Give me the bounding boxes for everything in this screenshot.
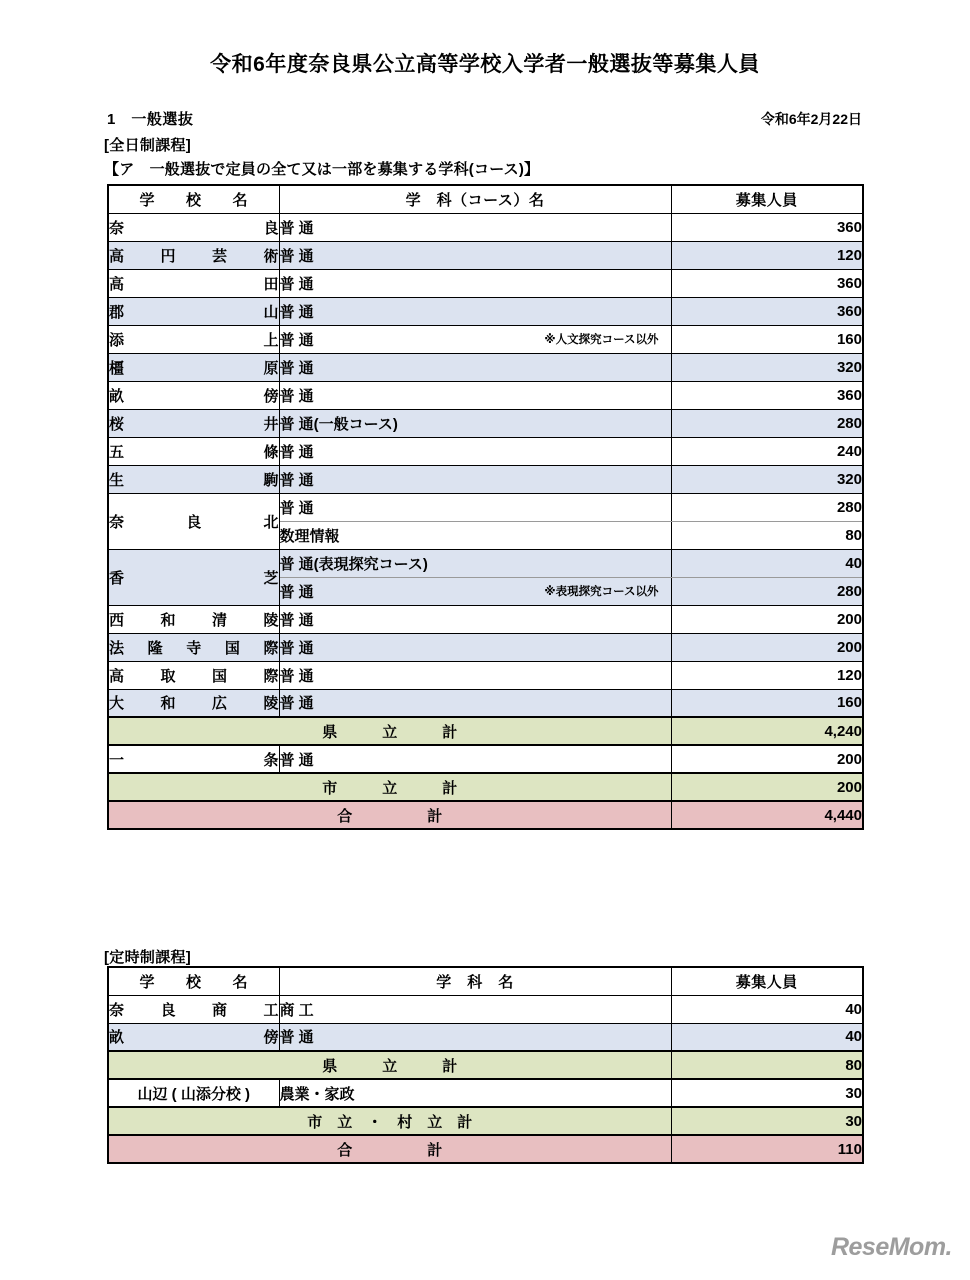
cell-school-name: 高 取 国 際 — [108, 661, 279, 689]
fulltime-course-label: [全日制課程] — [104, 137, 192, 154]
cell-school-name: 畝 傍 — [108, 381, 279, 409]
municipal-total-label: 市 立 ・ 村 立 計 — [108, 1107, 671, 1135]
table-row — [108, 437, 863, 465]
cell-department-name: 普 通 — [279, 661, 671, 689]
cell-department-name: 商 工 — [279, 995, 671, 1023]
prefectural-total-value: 80 — [671, 1051, 863, 1079]
cell-school-name: 郡 山 — [108, 297, 279, 325]
cell-school-name: 香 芝 — [108, 549, 279, 605]
cell-department-name: 普 通 — [279, 605, 671, 633]
cell-department-name: 普 通 — [279, 297, 671, 325]
table-row — [108, 995, 863, 1023]
cell-quota: 360 — [671, 269, 863, 297]
fulltime-table — [107, 184, 864, 830]
parttime-table-body — [108, 995, 863, 1163]
parttime-table — [107, 966, 864, 1164]
parttime-course-label: [定時制課程] — [104, 949, 192, 966]
grand-total-value: 4,440 — [671, 801, 863, 829]
municipal-total-value: 200 — [671, 773, 863, 801]
fulltime-table-head — [108, 185, 863, 213]
table-row — [108, 269, 863, 297]
table-header-row — [108, 185, 863, 213]
cell-quota: 200 — [671, 745, 863, 773]
table-row — [108, 745, 863, 773]
table-row — [108, 409, 863, 437]
grand-total-value: 110 — [671, 1135, 863, 1163]
cell-department-name: 普 通 — [279, 633, 671, 661]
municipal-total-value: 30 — [671, 1107, 863, 1135]
cell-department-name: 普 通 — [279, 465, 671, 493]
header-quota: 募集人員 — [671, 185, 863, 213]
cell-school-name: 奈 良 北 — [108, 493, 279, 549]
resemom-watermark: ReseMom. — [830, 1233, 952, 1261]
cell-school-name: 生 駒 — [108, 465, 279, 493]
grand-total-row — [108, 801, 863, 829]
parttime-table-wrapper — [107, 966, 862, 1164]
cell-school-name: 西 和 清 陵 — [108, 605, 279, 633]
cell-quota: 30 — [671, 1079, 863, 1107]
header-school-name: 学 校 名 — [108, 185, 279, 213]
table-row — [108, 549, 863, 577]
table-row — [108, 213, 863, 241]
page-title: 令和6年度奈良県公立高等学校入学者一般選抜等募集人員 — [210, 53, 760, 76]
cell-school-name: 奈 良 — [108, 213, 279, 241]
cell-department-name: 数理情報 — [279, 521, 671, 549]
cell-department-name: 普 通 ※人文探究コース以外 — [279, 325, 671, 353]
document-date: 令和6年2月22日 — [760, 111, 862, 127]
fulltime-bracket-note: 【ア 一般選抜で定員の全て又は一部を募集する学科(コース)】 — [104, 161, 540, 178]
cell-quota: 320 — [671, 465, 863, 493]
cell-school-name: 桜 井 — [108, 409, 279, 437]
cell-quota: 40 — [671, 995, 863, 1023]
cell-school-name: 山辺 ( 山添分校 ) — [108, 1079, 279, 1107]
cell-quota: 120 — [671, 661, 863, 689]
fulltime-table-body — [108, 213, 863, 829]
cell-quota: 280 — [671, 577, 863, 605]
parttime-table-head — [108, 967, 863, 995]
cell-department-name: 普 通 — [279, 689, 671, 717]
cell-department-name: 普 通 — [279, 493, 671, 521]
grand-total-label: 合 計 — [108, 801, 671, 829]
cell-quota: 360 — [671, 381, 863, 409]
cell-department-name: 普 通(表現探究コース) — [279, 549, 671, 577]
cell-department-name: 農業・家政 — [279, 1079, 671, 1107]
table-row — [108, 353, 863, 381]
grand-total-row — [108, 1135, 863, 1163]
cell-quota: 40 — [671, 549, 863, 577]
cell-school-name: 橿 原 — [108, 353, 279, 381]
cell-school-name: 添 上 — [108, 325, 279, 353]
cell-school-name: 畝 傍 — [108, 1023, 279, 1051]
header-department-name: 学 科（コース）名 — [279, 185, 671, 213]
prefectural-total-value: 4,240 — [671, 717, 863, 745]
cell-quota: 360 — [671, 213, 863, 241]
cell-school-name: 大 和 広 陵 — [108, 689, 279, 717]
cell-quota: 200 — [671, 605, 863, 633]
cell-quota: 280 — [671, 493, 863, 521]
header-school-name: 学 校 名 — [108, 967, 279, 995]
cell-department-name: 普 通(一般コース) — [279, 409, 671, 437]
header-department-name: 学 科 名 — [279, 967, 671, 995]
cell-school-name: 奈 良 商 工 — [108, 995, 279, 1023]
cell-department-name: 普 通 — [279, 269, 671, 297]
cell-department-name: 普 通 — [279, 1023, 671, 1051]
prefectural-total-row — [108, 1051, 863, 1079]
municipal-total-row — [108, 1107, 863, 1135]
cell-quota: 40 — [671, 1023, 863, 1051]
cell-department-name: 普 通 — [279, 213, 671, 241]
section-heading-row — [107, 108, 862, 129]
table-row — [108, 325, 863, 353]
table-row — [108, 1023, 863, 1051]
table-row — [108, 661, 863, 689]
cell-department-note: ※人文探究コース以外 — [544, 334, 659, 346]
cell-quota: 320 — [671, 353, 863, 381]
cell-quota: 360 — [671, 297, 863, 325]
cell-school-name: 高 田 — [108, 269, 279, 297]
cell-school-name: 法 隆 寺 国 際 — [108, 633, 279, 661]
cell-department-name: 普 通 — [279, 437, 671, 465]
table-row — [108, 297, 863, 325]
cell-quota: 240 — [671, 437, 863, 465]
grand-total-label: 合 計 — [108, 1135, 671, 1163]
table-row — [108, 381, 863, 409]
cell-school-name: 一 条 — [108, 745, 279, 773]
cell-quota: 120 — [671, 241, 863, 269]
fulltime-table-wrapper — [107, 184, 862, 830]
cell-department-name: 普 通 — [279, 241, 671, 269]
prefectural-total-row — [108, 717, 863, 745]
table-row — [108, 1079, 863, 1107]
table-row — [108, 633, 863, 661]
municipal-total-row — [108, 773, 863, 801]
prefectural-total-label: 県 立 計 — [108, 1051, 671, 1079]
table-row — [108, 241, 863, 269]
cell-department-name: 普 通 — [279, 353, 671, 381]
cell-school-name: 高 円 芸 術 — [108, 241, 279, 269]
table-row — [108, 689, 863, 717]
cell-department-name: 普 通 — [279, 381, 671, 409]
cell-quota: 160 — [671, 325, 863, 353]
cell-school-name: 五 條 — [108, 437, 279, 465]
municipal-total-label: 市 立 計 — [108, 773, 671, 801]
cell-quota: 80 — [671, 521, 863, 549]
cell-quota: 160 — [671, 689, 863, 717]
cell-department-name: 普 通 ※表現探究コース以外 — [279, 577, 671, 605]
table-header-row — [108, 967, 863, 995]
table-row — [108, 493, 863, 521]
table-row — [108, 465, 863, 493]
prefectural-total-label: 県 立 計 — [108, 717, 671, 745]
header-quota: 募集人員 — [671, 967, 863, 995]
cell-quota: 200 — [671, 633, 863, 661]
table-row — [108, 605, 863, 633]
cell-quota: 280 — [671, 409, 863, 437]
section-number: 1 一般選抜 — [107, 111, 194, 128]
cell-department-note: ※表現探究コース以外 — [544, 586, 659, 598]
cell-department-name: 普 通 — [279, 745, 671, 773]
